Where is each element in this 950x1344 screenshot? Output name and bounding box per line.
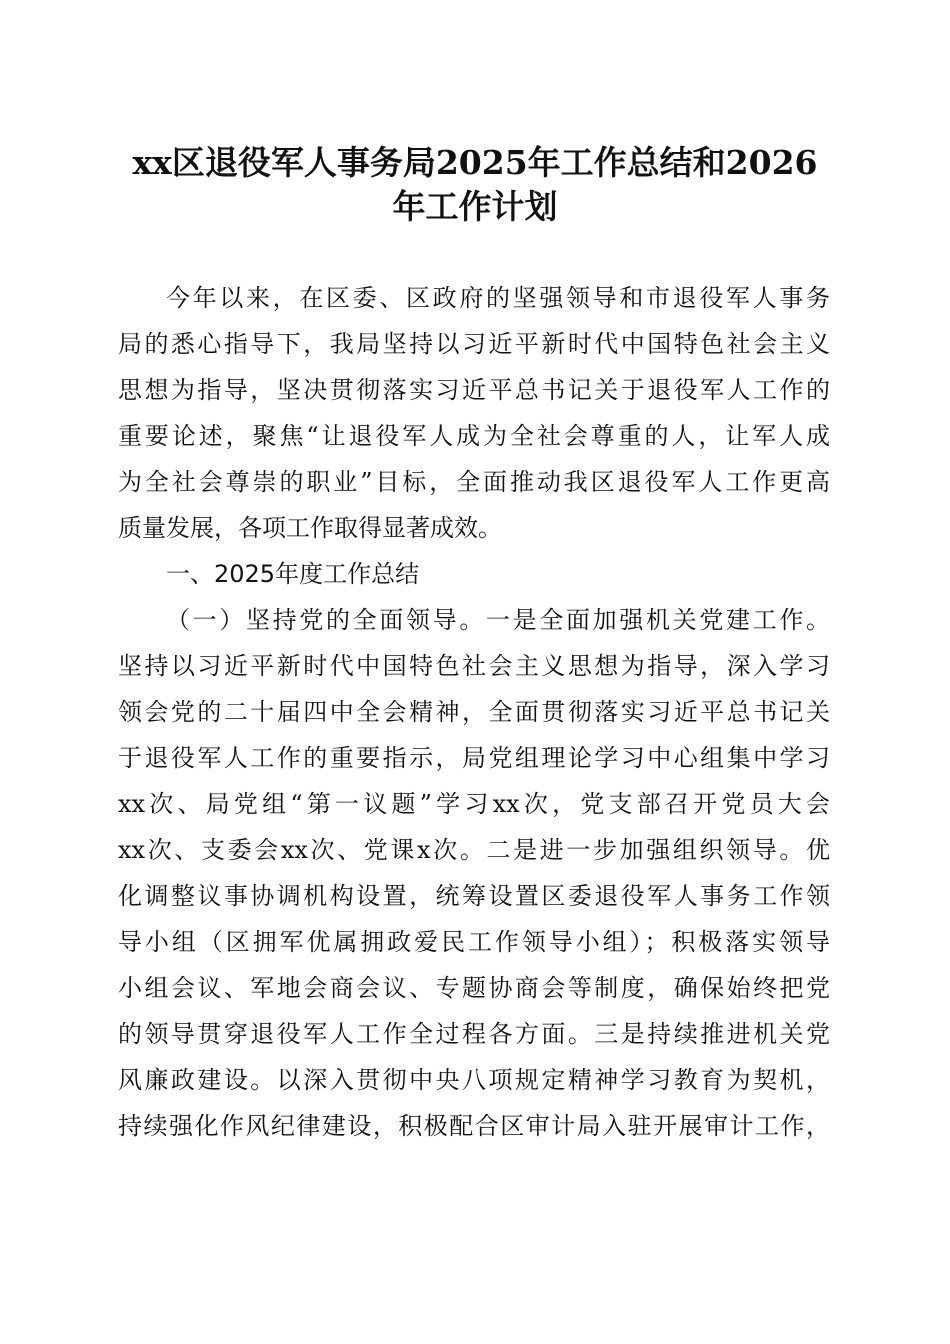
subsection-1-line-12: 持续强化作风纪律建设，积极配合区审计局入驻开展审计工作， xyxy=(118,1112,830,1140)
intro-line-1: 今年以来，在区委、区政府的坚强领导和市退役军人事务 xyxy=(166,284,830,312)
subsection-1-line-5: xx次、局党组“第一议题”学习xx次，党支部召开党员大会 xyxy=(118,790,830,818)
intro-line-5: 为全社会尊崇的职业”目标，全面推动我区退役军人工作更高 xyxy=(118,468,830,496)
section-heading-1: 一、2025年度工作总结 xyxy=(166,560,420,588)
subsection-1-line-4: 于退役军人工作的重要指示，局党组理论学习中心组集中学习 xyxy=(118,744,830,772)
subsection-1-line-2: 坚持以习近平新时代中国特色社会主义思想为指导，深入学习 xyxy=(118,652,830,680)
intro-line-3: 思想为指导，坚决贯彻落实习近平总书记关于退役军人工作的 xyxy=(118,376,830,404)
subsection-1-line-10: 的领导贯穿退役军人工作全过程各方面。三是持续推进机关党 xyxy=(118,1020,830,1048)
subsection-1-line-1: （一）坚持党的全面领导。一是全面加强机关党建工作。 xyxy=(166,606,830,634)
subsection-1-line-3: 领会党的二十届四中全会精神，全面贯彻落实习近平总书记关 xyxy=(118,698,830,726)
subsection-1-line-6: xx次、支委会xx次、党课x次。二是进一步加强组织领导。优 xyxy=(118,836,830,864)
subsection-1-line-9: 小组会议、军地会商会议、专题协商会等制度，确保始终把党 xyxy=(118,974,830,1002)
intro-line-2: 局的悉心指导下，我局坚持以习近平新时代中国特色社会主义 xyxy=(118,330,830,358)
document-title-line-1: xx区退役军人事务局2025年工作总结和2026 xyxy=(132,143,818,182)
intro-line-6: 质量发展，各项工作取得显著成效。 xyxy=(118,514,502,542)
intro-line-4: 重要论述，聚焦“让退役军人成为全社会尊重的人，让军人成 xyxy=(118,422,830,450)
document-title-line-2: 年工作计划 xyxy=(392,187,558,226)
subsection-1-line-11: 风廉政建设。以深入贯彻中央八项规定精神学习教育为契机， xyxy=(118,1066,830,1094)
subsection-1-line-8: 导小组（区拥军优属拥政爱民工作领导小组）；积极落实领导 xyxy=(118,928,830,956)
subsection-1-line-7: 化调整议事协调机构设置，统筹设置区委退役军人事务工作领 xyxy=(118,882,830,910)
